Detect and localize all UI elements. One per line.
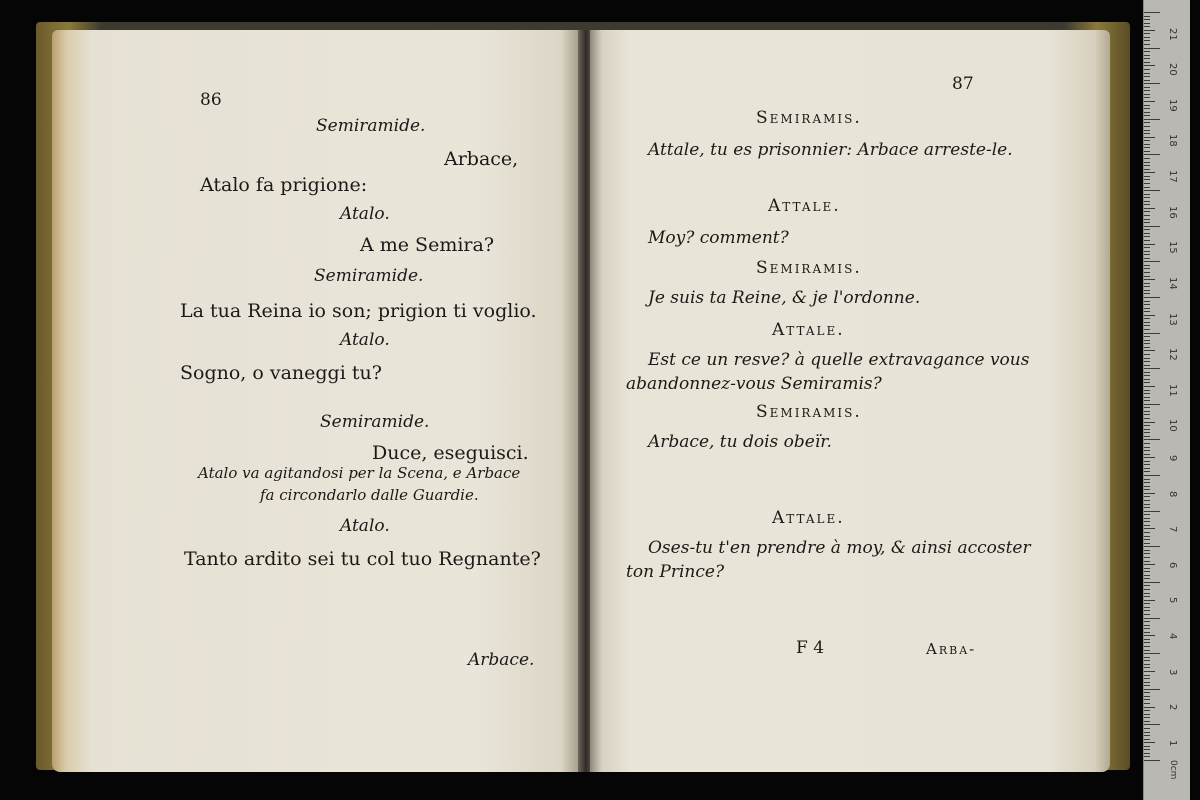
ruler-tick (1144, 350, 1155, 351)
ruler-tick (1144, 703, 1150, 704)
ruler-tick (1144, 101, 1155, 102)
ruler-tick (1144, 489, 1150, 490)
ruler-tick (1144, 105, 1150, 106)
ruler-tick (1144, 675, 1150, 676)
ruler-tick (1144, 514, 1150, 515)
ruler-tick (1144, 621, 1150, 622)
ruler-tick (1144, 525, 1150, 526)
ruler-tick (1144, 692, 1150, 693)
ruler-tick (1144, 333, 1160, 334)
speaker-name: Semiramis. (756, 258, 862, 278)
ruler-tick (1144, 407, 1150, 408)
ruler-number: 18 (1167, 134, 1178, 148)
ruler-tick (1144, 69, 1150, 70)
ruler-tick (1144, 329, 1150, 330)
ruler-tick (1144, 746, 1150, 747)
text-line: Oses-tu t'en prendre à moy, & ainsi accoster (648, 538, 1031, 558)
ruler-tick (1144, 297, 1160, 298)
ruler-tick (1144, 194, 1150, 195)
catchword: Arbace. (468, 650, 535, 670)
speaker-name: Atalo. (340, 516, 390, 536)
ruler-tick (1144, 304, 1150, 305)
ruler-tick (1144, 340, 1150, 341)
speaker-name: Atalo. (340, 330, 390, 350)
speaker-name: Attale. (768, 196, 841, 216)
text-line: Je suis ta Reine, & je l'ordonne. (648, 288, 921, 308)
ruler-tick (1144, 322, 1150, 323)
text-line: Moy? comment? (648, 228, 789, 248)
ruler-tick (1144, 635, 1155, 636)
text-line: Arbace, (444, 148, 519, 170)
ruler-tick (1144, 301, 1150, 302)
ruler-tick (1144, 372, 1150, 373)
ruler-tick (1144, 756, 1150, 757)
ruler-tick (1144, 532, 1150, 533)
ruler-tick (1144, 575, 1150, 576)
ruler-tick (1144, 140, 1150, 141)
ruler-tick (1144, 23, 1150, 24)
ruler-tick (1144, 461, 1150, 462)
ruler-tick (1144, 37, 1150, 38)
ruler-tick (1144, 190, 1160, 191)
ruler-tick (1144, 179, 1150, 180)
ruler-tick (1144, 55, 1150, 56)
ruler-number: 14 (1167, 276, 1178, 290)
ruler-tick (1144, 721, 1150, 722)
ruler-tick (1144, 236, 1150, 237)
ruler-tick (1144, 689, 1160, 690)
ruler-tick (1144, 158, 1150, 159)
ruler-tick (1144, 732, 1150, 733)
ruler-tick (1144, 375, 1150, 376)
ruler-tick (1144, 397, 1150, 398)
ruler-tick (1144, 26, 1150, 27)
ruler-tick (1144, 187, 1150, 188)
ruler-tick (1144, 699, 1150, 700)
ruler-number: 17 (1167, 170, 1178, 183)
ruler-tick (1144, 386, 1155, 387)
ruler-tick (1144, 382, 1150, 383)
ruler-tick (1144, 628, 1150, 629)
ruler-tick (1144, 682, 1150, 683)
ruler-tick (1144, 65, 1155, 66)
ruler-tick (1144, 475, 1160, 476)
ruler-tick (1144, 229, 1150, 230)
ruler-tick (1144, 290, 1150, 291)
ruler-tick (1144, 650, 1150, 651)
ruler-tick (1144, 739, 1150, 740)
ruler-tick (1144, 354, 1150, 355)
ruler-tick (1144, 393, 1150, 394)
ruler-tick (1144, 400, 1150, 401)
ruler-tick (1144, 94, 1150, 95)
ruler-tick (1144, 80, 1150, 81)
ruler-tick (1144, 226, 1160, 227)
text-line: La tua Reina io son; prigion ti voglio. (180, 300, 537, 322)
speaker-name: Semiramis. (756, 402, 862, 422)
ruler-tick (1144, 147, 1150, 148)
ruler-tick (1144, 130, 1150, 131)
ruler-tick (1144, 543, 1150, 544)
ruler-tick (1144, 511, 1160, 512)
ruler-tick (1144, 30, 1155, 31)
ruler-tick (1144, 122, 1150, 123)
ruler-tick (1144, 600, 1155, 601)
page-number: 86 (200, 90, 222, 110)
ruler-tick (1144, 268, 1150, 269)
ruler-tick (1144, 646, 1150, 647)
ruler-tick (1144, 450, 1150, 451)
ruler-tick (1144, 183, 1150, 184)
right-page (590, 30, 1110, 772)
ruler-tick (1144, 244, 1155, 245)
ruler-tick (1144, 539, 1150, 540)
ruler-tick (1144, 614, 1150, 615)
ruler-tick (1144, 283, 1150, 284)
ruler-tick (1144, 429, 1150, 430)
ruler-tick (1144, 414, 1150, 415)
ruler-tick (1144, 276, 1150, 277)
ruler-number: 2 (1167, 704, 1178, 711)
ruler-number: 6 (1167, 561, 1178, 569)
ruler-tick (1144, 553, 1150, 554)
ruler-tick (1144, 133, 1150, 134)
ruler-tick (1144, 343, 1150, 344)
ruler-tick (1144, 112, 1150, 113)
ruler-tick (1144, 411, 1150, 412)
ruler-tick (1144, 436, 1150, 437)
ruler-tick (1144, 115, 1150, 116)
ruler-tick (1144, 197, 1150, 198)
ruler-tick (1144, 233, 1150, 234)
speaker-name: Attale. (772, 508, 845, 528)
ruler-number: 20 (1167, 63, 1178, 76)
ruler-tick (1144, 728, 1150, 729)
ruler-tick (1144, 272, 1150, 273)
ruler-tick (1144, 261, 1160, 262)
ruler-number: 21 (1167, 27, 1178, 41)
ruler-tick (1144, 493, 1155, 494)
ruler-tick (1144, 753, 1150, 754)
ruler-tick (1144, 425, 1150, 426)
ruler-tick (1144, 379, 1150, 380)
text-line: Arbace, tu dois obeïr. (648, 432, 832, 452)
ruler-tick (1144, 62, 1150, 63)
ruler-unit-label: 0cm (1168, 760, 1178, 780)
speaker-name: Attale. (772, 320, 845, 340)
ruler-tick (1144, 568, 1150, 569)
ruler-tick (1144, 610, 1150, 611)
ruler-tick (1144, 201, 1150, 202)
ruler-tick (1144, 664, 1150, 665)
ruler-tick (1144, 443, 1150, 444)
ruler-tick (1144, 653, 1160, 654)
ruler-tick (1144, 90, 1150, 91)
ruler-tick (1144, 667, 1150, 668)
ruler-tick (1144, 607, 1150, 608)
ruler-tick (1144, 678, 1150, 679)
ruler-tick (1144, 518, 1150, 519)
ruler-tick (1144, 486, 1150, 487)
ruler-tick (1144, 717, 1150, 718)
ruler-tick (1144, 365, 1150, 366)
text-line: Duce, eseguisci. (372, 442, 529, 464)
ruler-tick (1144, 83, 1160, 84)
page-number: 87 (952, 74, 974, 94)
ruler-tick (1144, 144, 1150, 145)
ruler-tick (1144, 536, 1150, 537)
ruler-number: 9 (1167, 455, 1178, 462)
ruler-tick (1144, 657, 1150, 658)
ruler-tick (1144, 76, 1150, 77)
ruler-tick (1144, 12, 1160, 13)
ruler-tick (1144, 632, 1150, 633)
ruler-tick (1144, 16, 1150, 17)
ruler-number: 11 (1167, 383, 1178, 397)
text-line: Sogno, o vaneggi tu? (180, 362, 382, 384)
ruler-tick (1144, 162, 1150, 163)
ruler-tick (1144, 625, 1150, 626)
ruler-tick (1144, 447, 1150, 448)
text-line: A me Semira? (360, 234, 495, 256)
ruler-tick (1144, 557, 1150, 558)
ruler-number: 7 (1167, 526, 1178, 533)
ruler-tick (1144, 279, 1155, 280)
ruler-tick (1144, 660, 1150, 661)
ruler-tick (1144, 578, 1150, 579)
text-line: Est ce un resve? à quelle extravagance vous (648, 350, 1030, 370)
ruler-tick (1144, 724, 1160, 725)
ruler-tick (1144, 318, 1150, 319)
ruler-number: 10 (1167, 419, 1178, 433)
speaker-name: Atalo. (340, 204, 390, 224)
ruler-tick (1144, 550, 1150, 551)
ruler-tick (1144, 603, 1150, 604)
ruler-tick (1144, 454, 1150, 455)
ruler-tick (1144, 714, 1150, 715)
ruler-tick (1144, 240, 1150, 241)
ruler-tick (1144, 137, 1155, 138)
ruler-tick (1144, 710, 1150, 711)
ruler-number: 4 (1167, 633, 1178, 640)
ruler-tick (1144, 468, 1150, 469)
ruler-tick (1144, 336, 1150, 337)
ruler-tick (1144, 735, 1150, 736)
ruler-tick (1144, 582, 1160, 583)
ruler-tick (1144, 471, 1150, 472)
ruler-tick (1144, 358, 1150, 359)
ruler-tick (1144, 571, 1150, 572)
catchword: Arba- (926, 640, 977, 658)
text-line: Tanto ardito sei tu col tuo Regnante? (184, 548, 541, 570)
ruler-number: 12 (1167, 348, 1178, 361)
ruler-tick (1144, 564, 1155, 565)
ruler-tick (1144, 361, 1150, 362)
ruler-tick (1144, 457, 1155, 458)
ruler-tick (1144, 347, 1150, 348)
ruler-tick (1144, 707, 1155, 708)
text-line: Attale, tu es prisonnier: Arbace arreste-le. (648, 140, 1013, 160)
ruler-number: 13 (1167, 312, 1178, 326)
ruler-tick (1144, 589, 1150, 590)
ruler-number: 8 (1167, 490, 1178, 497)
ruler-tick (1144, 58, 1150, 59)
ruler-tick (1144, 40, 1150, 41)
ruler-tick (1144, 97, 1150, 98)
ruler-tick (1144, 596, 1150, 597)
ruler-number: 15 (1167, 241, 1178, 255)
ruler-tick (1144, 464, 1150, 465)
signature-mark: F 4 (796, 638, 825, 658)
ruler-tick (1144, 247, 1150, 248)
ruler-tick (1144, 211, 1150, 212)
ruler-tick (1144, 432, 1150, 433)
ruler-tick (1144, 528, 1155, 529)
ruler-tick (1144, 151, 1150, 152)
ruler-tick (1144, 308, 1150, 309)
ruler-tick (1144, 126, 1150, 127)
ruler-tick (1144, 169, 1150, 170)
ruler-tick (1144, 561, 1150, 562)
ruler-tick (1144, 222, 1150, 223)
ruler-tick (1144, 418, 1150, 419)
ruler-number: 3 (1167, 668, 1178, 676)
stage-direction: Atalo va agitandosi per la Scena, e Arbace (198, 464, 521, 482)
speaker-name: Semiramide. (316, 116, 426, 136)
ruler-tick (1144, 119, 1160, 120)
ruler-tick (1144, 19, 1150, 20)
ruler-tick (1144, 286, 1150, 287)
text-line: abandonnez-vous Semiramis? (626, 374, 882, 394)
ruler-tick (1144, 507, 1150, 508)
ruler-tick (1144, 546, 1160, 547)
ruler-tick (1144, 176, 1150, 177)
ruler-tick (1144, 219, 1150, 220)
ruler-tick (1144, 254, 1150, 255)
measurement-ruler (1143, 0, 1190, 800)
ruler-tick (1144, 504, 1150, 505)
ruler-number: 5 (1167, 597, 1178, 604)
ruler-tick (1144, 293, 1150, 294)
ruler-tick (1144, 696, 1150, 697)
ruler-tick (1144, 593, 1150, 594)
ruler-tick (1144, 258, 1150, 259)
ruler-tick (1144, 685, 1150, 686)
ruler-tick (1144, 500, 1150, 501)
ruler-tick (1144, 439, 1160, 440)
ruler-tick (1144, 404, 1160, 405)
ruler-tick (1144, 251, 1150, 252)
speaker-name: Semiramide. (320, 412, 430, 432)
ruler-tick (1144, 618, 1160, 619)
ruler-tick (1144, 482, 1150, 483)
ruler-tick (1144, 671, 1155, 672)
ruler-tick (1144, 165, 1150, 166)
ruler-tick (1144, 204, 1150, 205)
ruler-tick (1144, 742, 1155, 743)
ruler-tick (1144, 390, 1150, 391)
ruler-tick (1144, 108, 1150, 109)
ruler-tick (1144, 51, 1150, 52)
text-line: Atalo fa prigione: (200, 174, 368, 196)
left-page (52, 30, 582, 772)
ruler-tick (1144, 215, 1150, 216)
ruler-number: 19 (1167, 98, 1178, 112)
ruler-tick (1144, 585, 1150, 586)
ruler-tick (1144, 760, 1160, 761)
ruler-tick (1144, 642, 1150, 643)
ruler-tick (1144, 73, 1150, 74)
speaker-name: Semiramide. (314, 266, 424, 286)
speaker-name: Semiramis. (756, 108, 862, 128)
ruler-tick (1144, 521, 1150, 522)
ruler-tick (1144, 639, 1150, 640)
ruler-tick (1144, 87, 1150, 88)
ruler-tick (1144, 479, 1150, 480)
ruler-tick (1144, 749, 1150, 750)
ruler-number: 16 (1167, 205, 1178, 219)
ruler-tick (1144, 368, 1160, 369)
ruler-tick (1144, 496, 1150, 497)
text-line: ton Prince? (626, 562, 725, 582)
ruler-tick (1144, 44, 1150, 45)
ruler-tick (1144, 48, 1160, 49)
ruler-tick (1144, 172, 1155, 173)
ruler-tick (1144, 265, 1150, 266)
ruler-tick (1144, 422, 1155, 423)
ruler-tick (1144, 154, 1160, 155)
ruler-number: 1 (1167, 739, 1178, 747)
ruler-tick (1144, 311, 1150, 312)
ruler-tick (1144, 325, 1150, 326)
ruler-tick (1144, 208, 1155, 209)
ruler-tick (1144, 33, 1150, 34)
ruler-tick (1144, 315, 1155, 316)
stage-direction: fa circondarlo dalle Guardie. (260, 486, 479, 504)
